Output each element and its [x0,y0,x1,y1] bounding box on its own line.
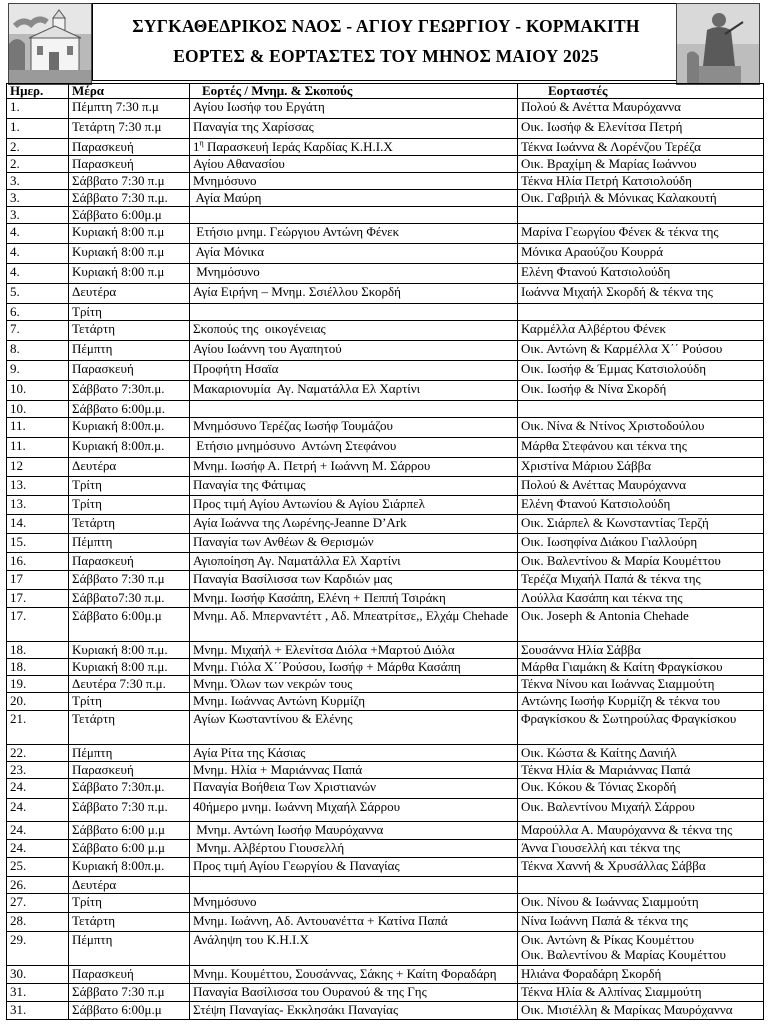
celebrants-cell: Οικ. Κώστα & Καίτης Δανιήλ [518,745,764,762]
weekday-cell: Σάββατο 7:30π.μ. [69,381,190,401]
weekday-cell: Τετάρτη 7:30 π.μ [69,119,190,139]
celebrants-cell: Οικ. Βαλεντίνου Μιχαήλ Σάρρου [518,799,764,822]
weekday-cell: Παρασκευή [69,553,190,571]
celebrants-cell: Οικ. Ιωσήφ & Ελενίτσα Πετρή [518,119,764,139]
feast-ordinal: 1 [193,139,200,154]
table-row [7,438,764,458]
feast-cell: Μνημ. Αλβέρτου Γιουσελλή [190,840,518,858]
table-row [7,361,764,381]
celebrants-cell: Τέκνα Ηλία & Αλπίνας Σιαμμούτη [518,984,764,1002]
day-cell: 24. [7,779,69,799]
table-row [7,779,764,799]
column-header-weekday: Μέρα [69,84,190,99]
celebrants-cell: Λούλλα Κασάπη και τέκνα της [518,590,764,608]
title-box [92,3,680,81]
day-cell: 31. [7,1002,69,1020]
feast-cell: Μνημ. Ιωάννη, Αδ. Αντουανέττα + Κατίνα Παπά [190,913,518,932]
table-row [7,244,764,264]
day-cell: 19. [7,676,69,693]
celebrants-cell: Οικ. Μισιέλλη & Μαρίκας Μαυρόχαννα [518,1002,764,1020]
table-row [7,284,764,304]
weekday-cell: Σάββατο7:30 π.μ. [69,590,190,608]
feast-cell: Προφήτη Ησαϊα [190,361,518,381]
weekday-cell: Τετάρτη [69,321,190,341]
celebrants-cell: Τέκνα Ηλία & Μαριάννας Παπά [518,762,764,779]
day-cell: 5. [7,284,69,304]
table-row [7,224,764,244]
table-row [7,341,764,361]
feast-cell: Σκοπούς της οικογένειας [190,321,518,341]
celebrants-cell: Τερέζα Μιχαήλ Παπά & τέκνα της [518,571,764,590]
weekday-cell: Σάββατο 7:30 π.μ. [69,799,190,822]
feast-cell: Στέψη Παναγίας- Εκκλησάκι Παναγίας [190,1002,518,1020]
weekday-cell: Πέμπτη [69,745,190,762]
weekday-cell: Τετάρτη [69,711,190,745]
feast-cell: Μνημ. Γιόλα Χ΄΄Ρούσου, Ιωσήφ + Μάρθα Κασάπη [190,659,518,676]
day-cell: 4. [7,224,69,244]
table-row [7,913,764,932]
feast-cell: Αγίων Κωσταντίνου & Ελένης [190,711,518,745]
weekday-cell: Πέμπτη [69,534,190,553]
day-cell: 24. [7,840,69,858]
table-row [7,534,764,553]
weekday-cell: Τρίτη [69,693,190,711]
day-cell: 13. [7,477,69,496]
feast-cell: Μνημόσυνο Τερέζας Ιωσήφ Τουμάζου [190,418,518,438]
celebrants-cell: Μάρθα Γιαμάκη & Καίτη Φραγκίσκου [518,659,764,676]
weekday-cell: Παρασκευή [69,361,190,381]
column-header-feasts: Εορτές / Μνημ. & Σκοπούς [190,84,518,99]
table-row [7,799,764,822]
table-row [7,553,764,571]
day-cell: 13. [7,496,69,515]
table-row [7,496,764,515]
weekday-cell: Κυριακή 8:00π.μ. [69,858,190,877]
feast-cell: Παναγία της Χαρίσσας [190,119,518,139]
feast-cell: Μνημ. Ιωσήφ Α. Πετρή + Ιωάννη Μ. Σάρρου [190,458,518,477]
weekday-cell: Σάββατο 7:30 π.μ [69,571,190,590]
day-cell: 3. [7,207,69,224]
day-cell: 3. [7,173,69,190]
weekday-cell: Τετάρτη [69,913,190,932]
weekday-cell: Κυριακή 8:00 π.μ [69,244,190,264]
day-cell: 1. [7,99,69,119]
celebrants-cell [518,932,764,966]
column-header-celebrants: Εορταστές [518,84,764,99]
celebrants-cell: Αντώνης Ιωσήφ Κυρμίζη & τέκνα του [518,693,764,711]
celebrants-cell: Μόνικα Αραούζου Κουρρά [518,244,764,264]
weekday-cell: Πέμπτη [69,932,190,966]
feast-cell [190,139,518,156]
celebrants-cell: Οικ. Ιωσηφίνα Διάκου Γιαλλούρη [518,534,764,553]
day-cell: 15. [7,534,69,553]
table-row [7,173,764,190]
weekday-cell: Σάββατο 6:00μ.μ [69,207,190,224]
weekday-cell: Δευτέρα [69,458,190,477]
day-cell: 2. [7,156,69,173]
day-cell: 10. [7,381,69,401]
celebrants-cell: Οικ. Κόκου & Τόνιας Σκορδή [518,779,764,799]
celebrants-cell: Οικ. Σιάρπελ & Κωνσταντίας Τερζή [518,515,764,534]
document-title: ΕΟΡΤΕΣ & ΕΟΡΤΑΣΤΕΣ ΤΟΥ ΜΗΝΟΣ ΜΑΙΟΥ 2025 [173,46,599,66]
table-row [7,840,764,858]
table-row [7,762,764,779]
table-row [7,711,764,745]
celebrants-cell: Τέκνα Νίνου και Ιωάννας Σιαμμούτη [518,676,764,693]
day-cell: 31. [7,984,69,1002]
weekday-cell: Δευτέρα [69,284,190,304]
celebrants-cell: Οικ. Βαλεντίνου & Μαρία Κουμέττου [518,553,764,571]
day-cell: 24. [7,799,69,822]
celebrants-cell: Νίνα Ιωάννη Παπά & τέκνα της [518,913,764,932]
table-row [7,659,764,676]
table-row [7,642,764,659]
table-row [7,458,764,477]
feast-cell: Αγία Ιωάννα της Λωρένης-Jeanne D’Ark [190,515,518,534]
column-header-day: Ημερ. [7,84,69,99]
feast-cell: Μνημόσυνο [190,894,518,913]
table-row [7,156,764,173]
feast-cell: Ανάληψη του Κ.Η.Ι.Χ [190,932,518,966]
celebrants-cell [518,401,764,418]
day-cell: 7. [7,321,69,341]
table-row [7,418,764,438]
table-row [7,858,764,877]
celebrants-cell: Πολού & Ανέττας Μαυρόχαννα [518,477,764,496]
feast-cell: Μνημόσυνο [190,264,518,284]
weekday-cell: Κυριακή 8:00π.μ. [69,418,190,438]
feast-cell: Αγία Ειρήνη – Μνημ. Σσιέλλου Σκορδή [190,284,518,304]
day-cell: 8. [7,341,69,361]
feast-cell: Παναγία Βασίλισσα των Καρδιών μας [190,571,518,590]
table-row [7,608,764,642]
table-row [7,99,764,119]
feast-cell: Παναγία Βοήθεια Των Χριστιανών [190,779,518,799]
celebrants-cell: Ιωάννα Μιχαήλ Σκορδή & τέκνα της [518,284,764,304]
weekday-cell: Παρασκευή [69,139,190,156]
feast-ordinal-suffix: η [199,138,204,148]
celebrants-cell: Οικ. Joseph & Antonia Chehade [518,608,764,642]
feast-cell: Μνημ. Ηλία + Μαριάννας Παπά [190,762,518,779]
day-cell: 26. [7,877,69,894]
celebrants-cell: Μαρούλλα Α. Μαυρόχαννα & τέκνα της [518,822,764,840]
feast-cell [190,401,518,418]
table-row [7,932,764,966]
document-header [6,0,762,84]
weekday-cell: Σάββατο 6:00 μ.μ [69,822,190,840]
weekday-cell: Σάββατο 7:30 π.μ [69,984,190,1002]
celebrants-cell: Φραγκίσκου & Σωτηρούλας Φραγκίσκου [518,711,764,745]
weekday-cell: Σάββατο 6:00μ.μ [69,608,190,642]
feast-cell: Μνημ. Ιωσήφ Κασάπη, Ελένη + Πεππή Τσιράκη [190,590,518,608]
day-cell: 18. [7,659,69,676]
weekday-cell: Κυριακή 8:00 π.μ [69,264,190,284]
feast-cell: Αγία Μόνικα [190,244,518,264]
table-row [7,381,764,401]
day-cell: 4. [7,264,69,284]
feast-cell: Ετήσιο μνημόσυνο Αντώνη Στεφάνου [190,438,518,458]
day-cell: 27. [7,894,69,913]
feast-cell: Μνημ. Όλων των νεκρών τους [190,676,518,693]
day-cell: 11. [7,418,69,438]
weekday-cell: Παρασκευή [69,156,190,173]
celebrants-cell: Μάρθα Στεφάνου και τέκνα της [518,438,764,458]
table-row [7,321,764,341]
weekday-cell: Σάββατο 7:30π.μ. [69,779,190,799]
day-cell: 25. [7,858,69,877]
celebrants-cell: Ελένη Φτανού Κατσιολούδη [518,264,764,284]
feast-cell [190,877,518,894]
day-cell: 4. [7,244,69,264]
feast-cell [190,304,518,321]
feast-cell: Προς τιμή Αγίου Γεωργίου & Παναγίας [190,858,518,877]
celebrants-cell: Οικ. Ιωσήφ & Έμμας Κατσιολούδη [518,361,764,381]
celebrants-cell: Σουσάννα Ηλία Σάββα [518,642,764,659]
feast-cell: Μνημ. Αδ. Μπερναντέττ , Αδ. Μπεατρίτσε,, Ελχάμ Chehade [190,608,518,642]
weekday-cell: Τρίτη [69,304,190,321]
feast-cell: Μνημ. Αντώνη Ιωσήφ Μαυρόχαννα [190,822,518,840]
celebrants-cell: Τέκνα Ηλία Πετρή Κατσιολούδη [518,173,764,190]
feast-cell: 40ήμερο μνημ. Ιωάννη Μιχαήλ Σάρρου [190,799,518,822]
feast-cell: Μακαριονυμία Αγ. Ναματάλλα Ελ Χαρτίνι [190,381,518,401]
day-cell: 2. [7,139,69,156]
celebrants-cell: Μαρίνα Γεωργίου Φένεκ & τέκνα της [518,224,764,244]
celebrants-cell: Οικ. Νίνου & Ιωάννας Σιαμμούτη [518,894,764,913]
table-row [7,676,764,693]
table-row [7,401,764,418]
day-cell: 22. [7,745,69,762]
weekday-cell: Πέμπτη 7:30 π.μ [69,99,190,119]
feast-cell [190,207,518,224]
day-cell: 20. [7,693,69,711]
weekday-cell: Σάββατο 6:00μ.μ. [69,401,190,418]
celebrants-cell: Τέκνα Ιωάννα & Λορένζου Τερέζα [518,139,764,156]
day-cell: 14. [7,515,69,534]
table-row [7,590,764,608]
weekday-cell: Τετάρτη [69,515,190,534]
celebrants-cell: Οικ. Βραχίμη & Μαρίας Ιωάννου [518,156,764,173]
weekday-cell: Πέμπτη [69,341,190,361]
celebrants-cell: Πολού & Ανέττα Μαυρόχαννα [518,99,764,119]
table-row [7,877,764,894]
table-row [7,119,764,139]
celebrants-cell [518,877,764,894]
feast-cell: Αγίου Αθανασίου [190,156,518,173]
day-cell: 9. [7,361,69,381]
table-row [7,571,764,590]
table-row [7,477,764,496]
celebrants-cell: Άννα Γιουσελλή και τέκνα της [518,840,764,858]
day-cell: 17 [7,571,69,590]
day-cell: 29. [7,932,69,966]
weekday-cell: Τρίτη [69,496,190,515]
weekday-cell: Παρασκευή [69,762,190,779]
celebrants-cell: Ελένη Φτανού Κατσιολούδη [518,496,764,515]
table-row [7,822,764,840]
schedule-table [6,83,764,1020]
weekday-cell: Παρασκευή [69,966,190,984]
day-cell: 10. [7,401,69,418]
celebrants-cell: Καρμέλλα Αλβέρτου Φένεκ [518,321,764,341]
weekday-cell: Κυριακή 8:00π.μ. [69,438,190,458]
day-cell: 3. [7,190,69,207]
feast-cell: Μνημόσυνο [190,173,518,190]
day-cell: 1. [7,119,69,139]
celebrants-cell: Οικ. Αντώνη & Καρμέλλα Χ΄΄ Ρούσου [518,341,764,361]
table-row [7,966,764,984]
feast-cell: Ετήσιο μνημ. Γεώργιου Αντώνη Φένεκ [190,224,518,244]
table-row [7,139,764,156]
table-row [7,190,764,207]
church-building-photo [8,3,92,85]
day-cell: 23. [7,762,69,779]
day-cell: 28. [7,913,69,932]
weekday-cell: Τρίτη [69,894,190,913]
day-cell: 24. [7,822,69,840]
celebrants-cell: Χριστίνα Μάριου Σάββα [518,458,764,477]
weekday-cell: Κυριακή 8:00 π.μ. [69,659,190,676]
weekday-cell: Κυριακή 8:00 π.μ. [69,642,190,659]
table-row [7,304,764,321]
celebrants-cell: Οικ. Νίνα & Ντίνος Χριστοδούλου [518,418,764,438]
weekday-cell: Κυριακή 8:00 π.μ [69,224,190,244]
celebrants-cell: Οικ. Γαβριήλ & Μόνικας Καλακουτή [518,190,764,207]
weekday-cell: Σάββατο 7:30 π.μ. [69,190,190,207]
feast-cell: Αγίου Ιωσήφ του Εργάτη [190,99,518,119]
weekday-cell: Τρίτη [69,477,190,496]
feast-cell: Μνημ. Ιωάννας Αντώνη Κυρμίζη [190,693,518,711]
church-title: ΣΥΓΚΑΘΕΔΡΙΚΟΣ ΝΑΟΣ - ΑΓΙΟΥ ΓΕΩΡΓΙΟΥ - ΚΟΡΜΑΚΙΤΗ [132,16,640,36]
saint-statue-photo [676,3,760,85]
feast-cell: Μνημ. Κουμέττου, Σουσάννας, Σάκης + Καίτη Φοραδάρη [190,966,518,984]
day-cell: 12 [7,458,69,477]
table-row [7,264,764,284]
day-cell: 11. [7,438,69,458]
feast-cell: Αγία Μαύρη [190,190,518,207]
day-cell: 17. [7,608,69,642]
feast-cell: Αγίου Ιωάννη του Αγαπητού [190,341,518,361]
table-row [7,984,764,1002]
feast-text: Παρασκευή Ιεράς Καρδίας Κ.Η.Ι.Χ [203,139,393,154]
table-row [7,515,764,534]
day-cell: 16. [7,553,69,571]
feast-cell: Προς τιμή Αγίου Αντωνίου & Αγίου Σιάρπελ [190,496,518,515]
day-cell: 17. [7,590,69,608]
celebrants-cell: Ηλιάνα Φοραδάρη Σκορδή [518,966,764,984]
celebrants-line: Οικ. Βαλεντίνου & Μαρίας Κουμέττου [521,947,726,962]
day-cell: 6. [7,304,69,321]
celebrants-cell [518,207,764,224]
weekday-cell: Σάββατο 7:30 π.μ [69,173,190,190]
weekday-cell: Σάββατο 6:00 μ.μ [69,840,190,858]
table-header-row [7,84,764,99]
feast-cell: Παναγία των Ανθέων & Θερισμών [190,534,518,553]
celebrants-cell: Οικ. Ιωσήφ & Νίνα Σκορδή [518,381,764,401]
feast-cell: Παναγία της Φάτιμας [190,477,518,496]
celebrants-line: Οικ. Αντώνη & Ρίκας Κουμέττου [521,932,695,947]
day-cell: 18. [7,642,69,659]
feast-cell: Παναγία Βασίλισσα του Ουρανού & της Γης [190,984,518,1002]
celebrants-cell [518,304,764,321]
feast-cell: Αγιοποίηση Αγ. Ναματάλλα Ελ Χαρτίνι [190,553,518,571]
day-cell: 21. [7,711,69,745]
celebrants-cell: Τέκνα Χαννή & Χρυσάλλας Σάββα [518,858,764,877]
table-row [7,1002,764,1020]
table-row [7,745,764,762]
weekday-cell: Δευτέρα 7:30 π.μ. [69,676,190,693]
table-row [7,207,764,224]
table-row [7,894,764,913]
feast-cell: Μνημ. Μιχαήλ + Ελενίτσα Διόλα +Μαρτού Διόλα [190,642,518,659]
day-cell: 30. [7,966,69,984]
table-row [7,693,764,711]
weekday-cell: Σάββατο 6:00μ.μ [69,1002,190,1020]
weekday-cell: Δευτέρα [69,877,190,894]
feast-cell: Αγία Ρίτα της Κάσιας [190,745,518,762]
